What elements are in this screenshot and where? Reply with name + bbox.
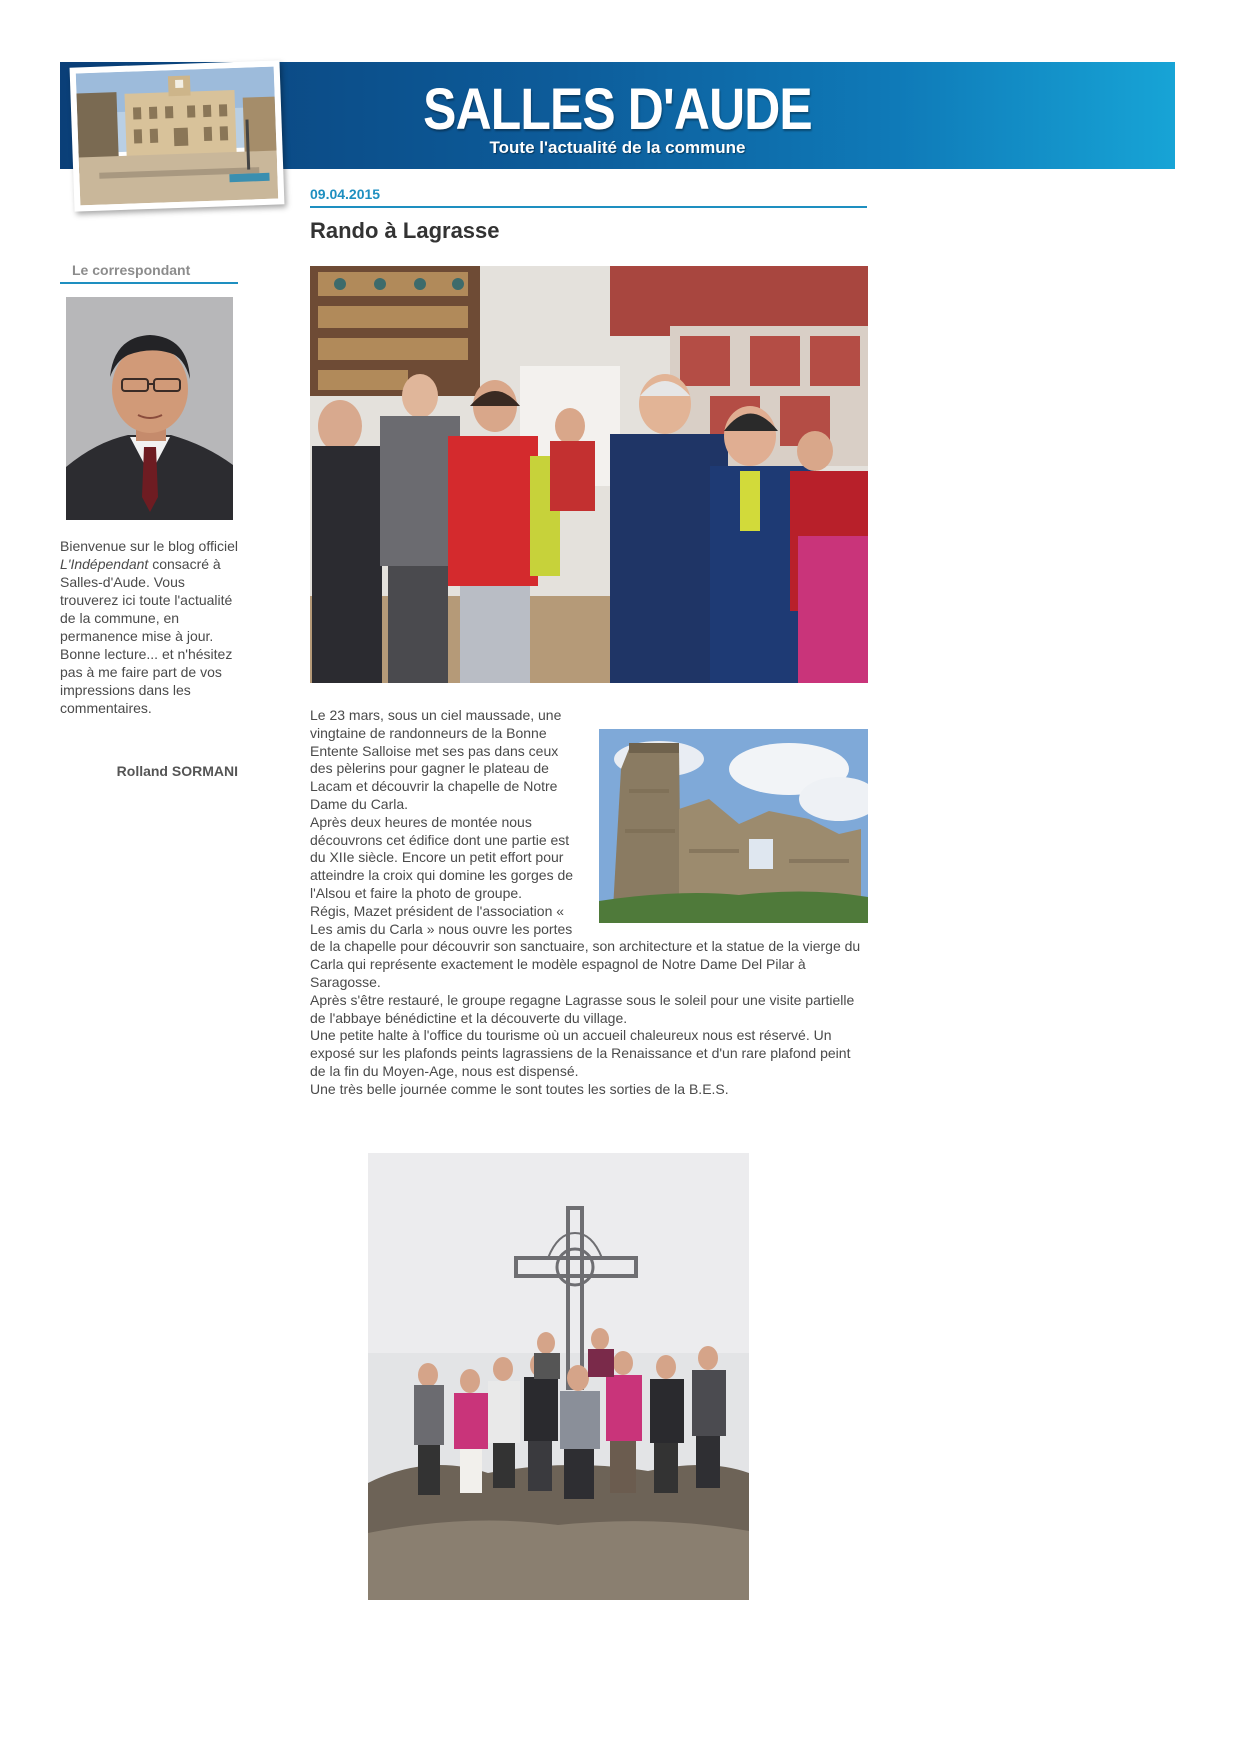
group-cross-photo (368, 1153, 749, 1600)
site-title[interactable]: SALLES D'AUDE (423, 77, 812, 142)
post-date: 09.04.2015 (310, 186, 867, 208)
author-name: Rolland SORMANI (116, 763, 238, 779)
paragraph: Après s'être restauré, le groupe regagne Lagrasse sous le soleil pour une visite partielle de l'abbaye bénédictine et la découverte du village. (310, 991, 855, 1026)
paragraph: Régis, Mazet président de l'association « Les amis du Carla » nous ouvre les portes de la chapelle pour découvrir son sanctuaire, son architecture et la statue de la vierge du Carla qui représente exactement le modèle espagnol de Notre Dame Del Pilar à Saragosse. (310, 902, 861, 990)
sidebar-intro: Bienvenue sur le blog officiel L'Indépendant consacré à Salles-d'Aude. Vous trouverez ici toute l'actualité de la commune, en permanence mise à jour. Bonne lecture... et n'hésitez pas à me faire part de vos impressions dans les commentaires. (60, 538, 238, 716)
correspondent-portrait (66, 297, 233, 520)
site-subtitle: Toute l'actualité de la commune (489, 138, 746, 157)
post-title[interactable]: Rando à Lagrasse (310, 218, 500, 243)
paragraph: Après deux heures de montée nous découvrons cet édifice dont une partie est du XIIe siècle. Encore un petit effort pour atteindre la croix qui domine les gorges de l'Alsou et faire la photo de groupe. (310, 813, 574, 901)
paragraph: Une petite halte à l'office du tourisme où un accueil chaleureux nous est réservé. Un exposé sur les plafonds peints lagrassiens de la Renaissance et d'un rare plafond peint de la fin du Moyen-Age, nous est dispensé. (310, 1027, 851, 1079)
town-hall-photo (70, 60, 285, 211)
paragraph: Une très belle journée comme le sont toutes les sorties de la B.E.S. (310, 1080, 729, 1097)
paragraph: Le 23 mars, sous un ciel maussade, une vingtaine de randonneurs de la Bonne Entente Salloise met ses pas dans ceux des pèlerins pour gagner le plateau de Lacam et découvrir la chapelle de Notre Dame du Carla. (310, 707, 562, 812)
chapel-ruins-photo (599, 729, 868, 923)
group-indoor-photo (310, 266, 868, 683)
newspaper-name: L'Indépendant (60, 556, 149, 572)
sidebar-heading: Le correspondant (60, 262, 238, 284)
